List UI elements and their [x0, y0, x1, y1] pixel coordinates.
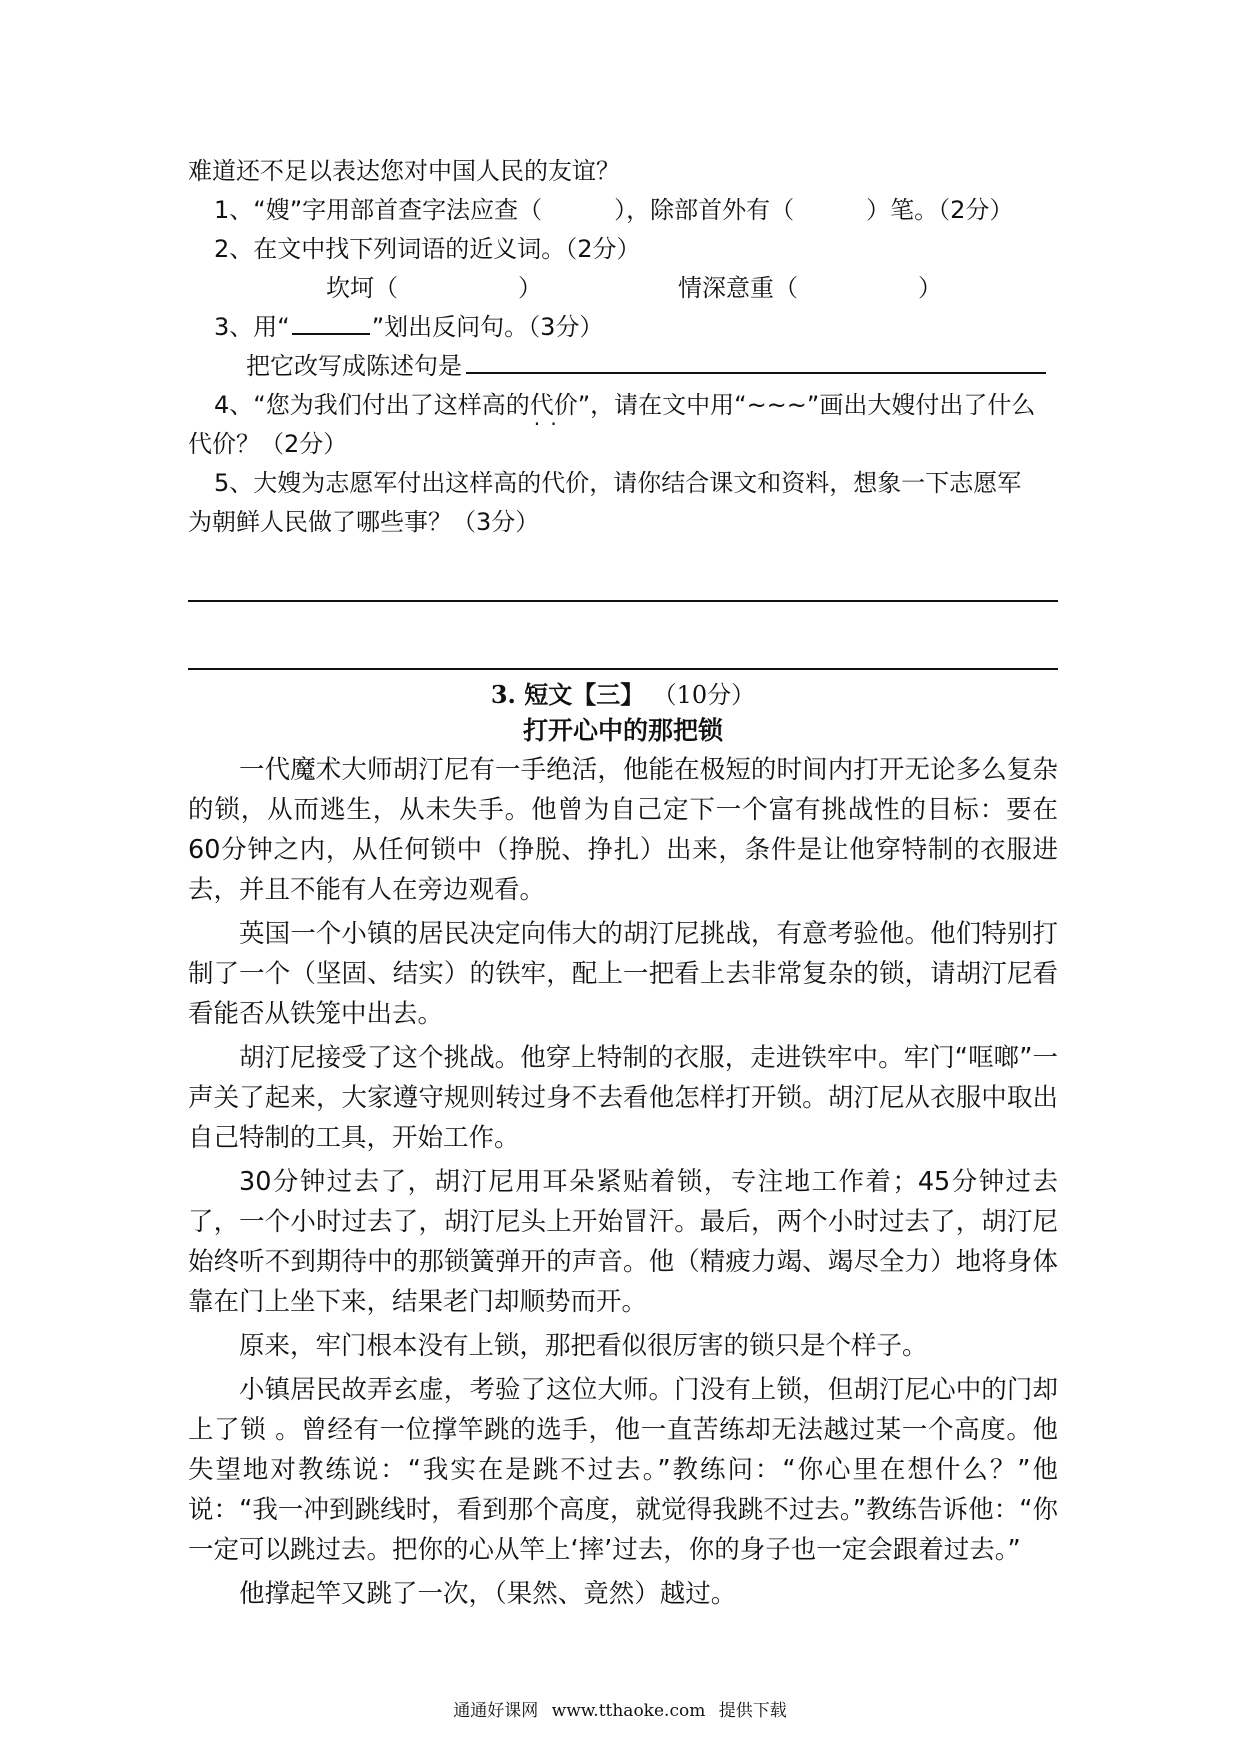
paragraph: 原来，牢门根本没有上锁，那把看似很厉害的锁只是个样子。	[239, 1331, 928, 1361]
paragraph: 一代魔术大师胡汀尼有一手绝活，他能在极短的时间内打开无论多么复杂的锁，从而逃生，从未失手。他曾为自己定下一个富有挑战性的目标：要在60分钟之内，从任何锁中（挣脱、挣扎）出来，条件是让他穿特制的衣服进去，并且不能有人在旁边观看。	[188, 755, 1058, 905]
question-3	[188, 308, 1058, 347]
question-5-line-1: 5、大嫂为志愿军付出这样高的代价，请你结合课文和资料，想象一下志愿军	[214, 469, 1022, 497]
paragraph: 英国一个小镇的居民决定向伟大的胡汀尼挑战，有意考验他。他们特别打制了一个（坚固、结实）的铁牢，配上一把看上去非常复杂的锁，请胡汀尼看看能否从铁笼中出去。	[188, 919, 1058, 1029]
footer-url[interactable]: www.tthaoke.com	[551, 1701, 706, 1721]
question-3-rewrite	[188, 347, 1058, 386]
intro-line: 难道还不足以表达您对中国人民的友谊？	[188, 157, 620, 185]
term-qingshenyizhong: 情深意重（ ）	[678, 274, 942, 302]
question-4-text-a: 4、“您为我们付出了这样高的	[214, 391, 530, 419]
underline-mark	[292, 315, 370, 335]
question-2: 2、在文中找下列词语的近义词。（2分）	[214, 235, 641, 263]
section-score: （10分）	[652, 681, 756, 709]
question-1: 1、“嫂”字用部首查字法应查（ ），除部首外有（ ）笔。（2分）	[214, 196, 1014, 224]
footer-note: 提供下载	[718, 1701, 787, 1721]
question-3-suffix: ”划出反问句。（3分）	[371, 313, 604, 341]
paragraph: 他撑起竿又跳了一次，（果然、竟然）越过。	[239, 1579, 737, 1609]
question-2-terms	[188, 269, 1058, 308]
story-title: 打开心中的那把锁	[522, 716, 723, 745]
paragraph: 胡汀尼接受了这个挑战。他穿上特制的衣服，走进铁牢中。牢门“哐啷”一声关了起来，大家遵守规则转过身不去看他怎样打开锁。胡汀尼从衣服中取出自己特制的工具，开始工作。	[188, 1043, 1058, 1153]
question-4-text-b: ”，请在文中用“~~~”画出大嫂付出了什么	[577, 391, 1036, 419]
paragraph: 30分钟过去了，胡汀尼用耳朵紧贴着锁，专注地工作着；45分钟过去了，一个小时过去了，胡汀尼头上开始冒汗。最后，两个小时过去了，胡汀尼始终听不到期待中的那锁簧弹开的声音。他（精疲力竭、竭尽全力）地将身体靠在门上坐下来，结果老门却顺势而开。	[188, 1167, 1058, 1317]
section-number: 3.	[490, 680, 516, 709]
section-heading	[188, 678, 1058, 712]
term-kanke: 坎坷（ ）	[326, 274, 542, 302]
dotted-word: 代价 · ·	[530, 391, 578, 419]
footer-site: 通通好课网	[453, 1701, 539, 1721]
question-5-line-2: 为朝鲜人民做了哪些事？（3分）	[188, 508, 540, 536]
question-4-line-2: 代价？（2分）	[188, 430, 348, 458]
paragraph: 小镇居民故弄玄虚，考验了这位大师。门没有上锁，但胡汀尼心中的门却上了锁 。曾经有一位撑竿跳的选手，他一直苦练却无法越过某一个高度。他失望地对教练说：“我实在是跳不过去。”教练问：“你心里在想什么？”他说：“我一冲到跳线时，看到那个高度，就觉得我跳不过去。”教练告诉他：“你一定可以跳过去。把你的心从竿上‘摔’过去，你的身子也一定会跟着过去。”	[188, 1375, 1058, 1565]
section-name: 短文【三】	[524, 680, 645, 709]
page-content	[188, 152, 1058, 1618]
page-footer	[0, 1696, 1240, 1721]
question-3-rewrite-label: 把它改写成陈述句是	[246, 352, 462, 380]
question-4-line-1	[188, 386, 1058, 425]
answer-line-rewrite[interactable]	[466, 352, 1046, 374]
question-3-prefix: 3、用“	[214, 313, 290, 341]
